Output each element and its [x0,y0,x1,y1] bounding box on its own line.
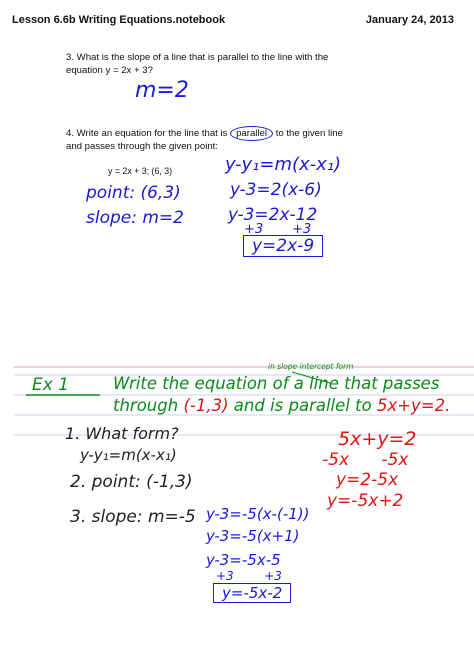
question-4-point: point: (6,3) [86,183,181,203]
red-work-4: y=-5x+2 [327,491,404,511]
question-4-given: y = 2x + 3; (6, 3) [108,166,173,176]
example-label: Ex 1 [32,375,70,395]
example-final-answer-box: y=-5x-2 [213,583,291,603]
example-point: (-1,3) [183,396,229,415]
example-given-line: 5x+y=2. [376,396,451,415]
question-4-work-4: +3 +3 [244,222,312,237]
question-4-work-3: y-3=2x-12 [228,205,318,225]
red-work-2: -5x -5x [322,450,409,470]
blue-work-3: y-3=-5x-5 [206,551,281,569]
question-4-text-start: 4. Write an equation for the line that is [66,128,228,139]
example-parallel: and is parallel to [233,396,372,415]
step-2-point: 2. point: (-1,3) [70,472,193,492]
red-work-3: y=2-5x [336,470,399,490]
example-note: in slope intercept form [268,362,354,371]
parallel-circled-word: parallel [230,126,273,141]
blue-work-4: +3 +3 [216,569,282,583]
question-3-answer: m=2 [135,78,189,103]
blue-work-1: y-3=-5(x-(-1)) [206,505,310,523]
question-4-text-end: to the given line [275,128,343,139]
blue-work-2: y-3=-5(x+1) [206,527,300,545]
page-date: January 24, 2013 [365,14,454,26]
red-work-1: 5x+y=2 [338,428,417,450]
step-1-title: 1. What form? [65,424,179,443]
step-3-slope: 3. slope: m=-5 [70,507,196,527]
question-3-line-1: 3. What is the slope of a line that is parallel to the line with the [66,52,329,63]
example-line-2 [113,396,450,415]
question-4-slope: slope: m=2 [86,208,184,228]
question-4-final-answer-box: y=2x-9 [243,235,323,257]
page-title: Lesson 6.6b Writing Equations.notebook [12,14,226,26]
question-4-work-1: y-y₁=m(x-x₁) [225,154,342,175]
example-through: through [113,396,179,415]
question-4-line-2: and passes through the given point: [66,141,219,152]
step-1-formula: y-y₁=m(x-x₁) [80,446,177,464]
example-line-1: Write the equation of a line that passes [113,374,440,393]
question-4-work-2: y-3=2(x-6) [230,180,322,200]
question-3-line-2: equation y = 2x + 3? [66,65,153,76]
